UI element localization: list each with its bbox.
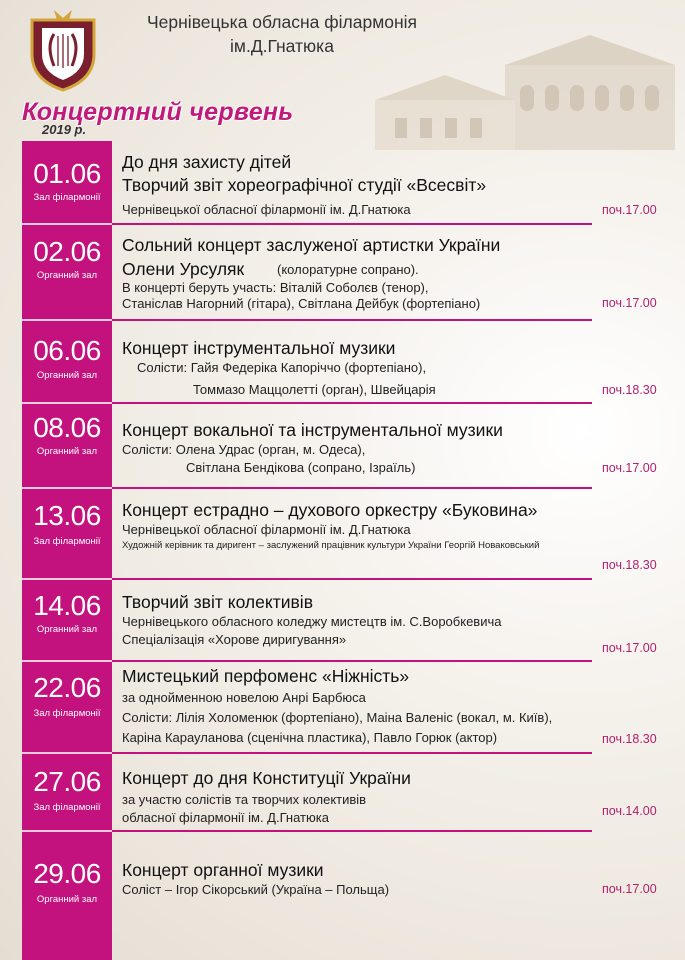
organization-honorific: ім.Д.Гнатюка xyxy=(230,36,334,56)
stripe-divider xyxy=(22,487,112,489)
event-hall: Зал філармонії xyxy=(33,192,101,203)
event-title: Концерт до дня Конституції України xyxy=(122,768,411,788)
event-detail: за однойменною новелою Анрі Барбюса xyxy=(122,690,366,705)
event-detail: Чернівецького обласного коледжу мистецтв ім. С.Воробкевича xyxy=(122,614,502,629)
event-title: Творчий звіт колективів xyxy=(122,592,313,612)
event-date: 02.06 xyxy=(33,236,101,267)
event-date: 01.06 xyxy=(33,158,101,189)
event-detail: Спеціалізація «Хорове диригування» xyxy=(122,632,347,647)
event-divider xyxy=(112,830,592,832)
event-start-time: поч.17.00 xyxy=(602,203,657,217)
event-hall: Органний зал xyxy=(36,270,98,281)
event-detail: В концерті беруть участь: Віталій Соболєв (тенор), xyxy=(122,280,429,295)
event-divider xyxy=(112,223,592,225)
event-detail: Станіслав Нагорний (гітара), Світлана Дейбук (фортепіано) xyxy=(122,296,481,311)
event-start-time: поч.18.30 xyxy=(602,732,657,746)
event-start-time: поч.18.30 xyxy=(602,558,657,572)
event-start-time: поч.17.00 xyxy=(602,641,657,655)
event-hall: Органний зал xyxy=(36,894,98,905)
event-title: Сольний концерт заслуженої артистки України xyxy=(122,235,501,255)
poster-year: 2019 р. xyxy=(42,122,87,137)
event-start-time: поч.17.00 xyxy=(602,296,657,310)
event-title: До дня захисту дітей xyxy=(122,152,292,172)
event-start-time: поч.17.00 xyxy=(602,882,657,896)
stripe-divider xyxy=(22,660,112,662)
event-title: Концерт вокальної та інструментальної музики xyxy=(122,420,503,440)
event-date: 08.06 xyxy=(33,412,101,443)
stripe-divider xyxy=(22,223,112,225)
event-hall: Органний зал xyxy=(36,370,98,381)
event-divider xyxy=(112,319,592,321)
event-divider xyxy=(112,752,592,754)
event-detail: Томмазо Маццолетті (орган), Швейцарія xyxy=(193,382,436,397)
event-detail: Солісти: Гайя Федеріка Капоріччо (фортепіано), xyxy=(137,360,427,375)
event-detail: Чернівецької обласної філармонії ім. Д.Гнатюка xyxy=(122,522,411,537)
organization-name: Чернівецька обласна філармонія xyxy=(147,12,417,32)
stripe-divider xyxy=(22,402,112,404)
philharmonic-emblem-icon xyxy=(24,6,102,92)
event-divider xyxy=(112,402,592,404)
event-director-note: Художній керівник та диригент – заслужений працівник культури України Георгій Новаковський xyxy=(122,540,540,551)
event-title-suffix: (колоратурне сопрано). xyxy=(277,262,419,277)
event-hall: Органний зал xyxy=(36,446,98,457)
event-detail: Каріна Карауланова (сценічна пластика), Павло Горюк (актор) xyxy=(122,730,498,745)
event-detail: Солісти: Олена Удрас (орган, м. Одеса), xyxy=(122,442,366,457)
event-start-time: поч.14.00 xyxy=(602,804,657,818)
event-date: 14.06 xyxy=(33,590,101,621)
event-title: Концерт естрадно – духового оркестру «Буковина» xyxy=(122,500,538,520)
event-date: 27.06 xyxy=(33,766,101,797)
event-detail: обласної філармонії ім. Д.Гнатюка xyxy=(122,810,329,825)
event-detail: за участю солістів та творчих колективів xyxy=(122,792,367,807)
event-title: Творчий звіт хореографічної студії «Всесвіт» xyxy=(122,175,487,195)
event-detail: Світлана Бендікова (сопрано, Ізраїль) xyxy=(186,460,416,475)
stripe-divider xyxy=(22,830,112,832)
event-start-time: поч.17.00 xyxy=(602,461,657,475)
event-title: Концерт органної музики xyxy=(122,860,324,880)
event-date: 06.06 xyxy=(33,335,101,366)
event-hall: Зал філармонії xyxy=(33,708,101,719)
event-date: 13.06 xyxy=(33,500,101,531)
event-detail: Соліст – Ігор Сікорський (Україна – Польща) xyxy=(122,882,390,897)
event-date: 22.06 xyxy=(33,672,101,703)
event-start-time: поч.18.30 xyxy=(602,383,657,397)
event-title: Концерт інструментальної музики xyxy=(122,338,396,358)
event-hall: Зал філармонії xyxy=(33,802,101,813)
stripe-divider xyxy=(22,319,112,321)
event-divider xyxy=(112,578,592,580)
event-divider xyxy=(112,487,592,489)
event-date: 29.06 xyxy=(33,858,101,889)
event-hall: Зал філармонії xyxy=(33,536,101,547)
poster-title: Концертний червень xyxy=(22,98,294,126)
event-title: Олени Урсуляк xyxy=(122,259,245,279)
event-detail: Чернівецької обласної філармонії ім. Д.Гнатюка xyxy=(122,202,411,217)
stripe-divider xyxy=(22,752,112,754)
event-detail: Солісти: Лілія Холоменюк (фортепіано), Маіна Валеніс (вокал, м. Київ), xyxy=(122,710,553,725)
poster-header xyxy=(0,0,685,140)
event-hall: Органний зал xyxy=(36,624,98,635)
stripe-divider xyxy=(22,578,112,580)
event-title: Мистецький перфоменс «Ніжність» xyxy=(122,666,410,686)
event-divider xyxy=(112,660,592,662)
